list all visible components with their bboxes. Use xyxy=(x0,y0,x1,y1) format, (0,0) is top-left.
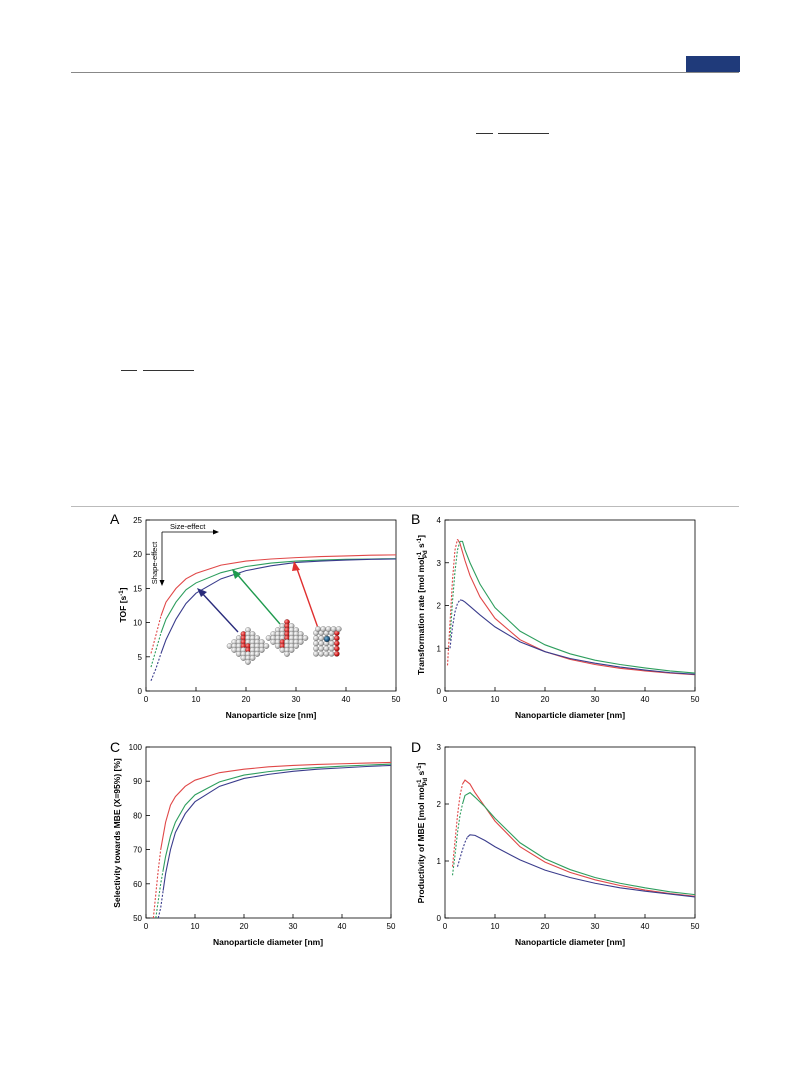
y-tick-label: 2 xyxy=(436,601,441,611)
y-tick-label: 1 xyxy=(436,857,441,866)
ticks xyxy=(437,516,700,704)
cluster-cube-ball xyxy=(334,651,339,656)
ticks xyxy=(437,743,700,931)
shape-effect-label: Shape-effect xyxy=(150,541,159,585)
cluster-octahedron-ball xyxy=(250,655,255,660)
cluster-cube-ball xyxy=(324,651,329,656)
x-tick-label: 20 xyxy=(540,695,550,704)
x-tick-label: 40 xyxy=(640,922,650,931)
y-tick-label: 15 xyxy=(133,584,142,594)
size-effect-label: Size-effect xyxy=(170,522,206,531)
y-axis-label: TOF $[s^{-1}]$ xyxy=(118,587,128,623)
cluster-cube-ball xyxy=(319,641,324,646)
panel-label-b: B xyxy=(411,511,421,527)
cluster-cuboctahedron-ball xyxy=(289,647,294,652)
y-tick-label: 5 xyxy=(137,652,142,662)
y-tick-label: 60 xyxy=(133,879,142,889)
x-tick-label: 0 xyxy=(143,922,149,931)
cluster-cube-ball xyxy=(319,646,324,651)
x-tick-label: 50 xyxy=(391,695,401,704)
panel-label-a: A xyxy=(110,511,120,527)
series-red-line xyxy=(161,762,391,849)
x-tick-label: 30 xyxy=(288,922,298,931)
series-red-dashed xyxy=(151,616,161,654)
cluster-cuboctahedron-ball xyxy=(298,639,303,644)
x-axis-label: Nanoparticle diameter [nm] xyxy=(514,710,626,720)
x-tick-label: 10 xyxy=(490,922,500,931)
plot-frame xyxy=(445,520,695,691)
y-tick-label: 100 xyxy=(128,743,142,752)
cluster-cube-ball xyxy=(329,646,334,651)
cluster-cube-ball xyxy=(329,651,334,656)
x-axis-label: Nanoparticle diameter [nm] xyxy=(212,937,324,947)
y-tick-label: 25 xyxy=(133,516,142,525)
series-red-dashed xyxy=(453,784,463,867)
x-tick-label: 40 xyxy=(337,922,347,931)
x-tick-label: 50 xyxy=(690,922,700,931)
series xyxy=(453,780,696,897)
y-tick-label: 70 xyxy=(133,845,142,855)
x-tick-label: 20 xyxy=(241,695,251,704)
y-tick-label: 20 xyxy=(133,550,142,560)
cluster-cube-ball xyxy=(313,636,318,641)
cluster-cube-ball xyxy=(315,626,320,631)
cluster-octahedron-ball xyxy=(255,651,260,656)
x-tick-label: 0 xyxy=(442,922,448,931)
series-red-dashed xyxy=(153,850,160,918)
y-axis-label: Selectivity towards MBE (X=95%) [%] xyxy=(112,758,122,908)
series xyxy=(448,539,696,675)
series xyxy=(151,555,396,681)
series-blue-dashed xyxy=(151,653,161,680)
cluster-cube-ball xyxy=(319,651,324,656)
cluster-octahedron-ball xyxy=(264,643,269,648)
cluster-cube-ball xyxy=(324,646,329,651)
x-tick-label: 10 xyxy=(490,695,500,704)
series-red-line xyxy=(458,539,696,675)
y-tick-label: 4 xyxy=(436,516,441,525)
series-red-line xyxy=(161,555,396,616)
cluster-cube-ball xyxy=(313,646,318,651)
y-tick-label: 0 xyxy=(137,687,142,696)
plot-frame xyxy=(146,747,391,918)
y-tick-label: 2 xyxy=(436,800,441,809)
series-green-line xyxy=(460,541,695,673)
cluster-cube-ball xyxy=(313,651,318,656)
x-axis-label: Nanoparticle size [nm] xyxy=(225,710,317,720)
cluster-cube-ball xyxy=(319,636,324,641)
y-tick-label: 3 xyxy=(436,558,441,568)
y-tick-label: 0 xyxy=(436,687,441,696)
x-tick-label: 20 xyxy=(540,922,550,931)
y-axis-label: Transformation rate [mol mol$^{-1}$Pd $s^{-1}$] xyxy=(416,535,429,675)
panel-c xyxy=(112,743,396,947)
cluster-cube-ball xyxy=(336,626,341,631)
cluster-cube-ball xyxy=(313,641,318,646)
size-effect-arrowhead xyxy=(213,530,219,535)
cluster-cube-blue-ball xyxy=(324,636,330,642)
cluster-cube-ball xyxy=(326,626,331,631)
cluster-cube-ball xyxy=(331,626,336,631)
cluster-octahedron-ball xyxy=(245,659,250,664)
x-tick-label: 30 xyxy=(590,695,600,704)
x-axis-label: Nanoparticle diameter [nm] xyxy=(514,937,626,947)
y-tick-label: 90 xyxy=(133,777,142,787)
x-tick-label: 10 xyxy=(190,922,200,931)
cluster-cuboctahedron-ball xyxy=(284,651,289,656)
cluster-cuboctahedron-ball xyxy=(294,643,299,648)
shape-effect-arrowhead xyxy=(160,580,165,586)
cluster-cube-ball xyxy=(321,626,326,631)
x-tick-label: 40 xyxy=(640,695,650,704)
pointer-arrow-red xyxy=(296,566,318,628)
pointer-arrow-blue xyxy=(201,592,238,632)
y-tick-label: 1 xyxy=(436,644,441,654)
series-blue-line xyxy=(460,600,695,674)
y-tick-label: 80 xyxy=(133,811,142,821)
cluster-cube-ball xyxy=(329,641,334,646)
cluster-octahedron-ball xyxy=(259,647,264,652)
x-tick-label: 30 xyxy=(291,695,301,704)
panel-label-c: C xyxy=(110,739,121,755)
x-tick-label: 30 xyxy=(590,922,600,931)
panel-a xyxy=(118,516,401,720)
x-tick-label: 50 xyxy=(386,922,396,931)
cluster-cuboctahedron-ball xyxy=(303,635,308,640)
y-tick-label: 50 xyxy=(133,914,142,923)
ticks xyxy=(129,743,396,931)
cluster-cube-ball xyxy=(334,646,339,651)
x-tick-label: 0 xyxy=(442,695,448,704)
y-axis-label: Productivity of MBE [mol mol$^{-1}$Pd $s^{-1}$] xyxy=(416,762,429,904)
x-tick-label: 0 xyxy=(143,695,149,704)
cluster-cube-ball xyxy=(334,641,339,646)
x-tick-label: 40 xyxy=(341,695,351,704)
cluster-cube-ball xyxy=(334,636,339,641)
series-green-dashed xyxy=(151,633,161,667)
panel-b xyxy=(416,516,700,720)
y-tick-label: 3 xyxy=(436,743,441,752)
panel-label-d: D xyxy=(411,739,422,755)
y-tick-label: 10 xyxy=(133,618,142,628)
panel-d xyxy=(416,743,700,947)
series-blue-line xyxy=(468,835,696,897)
pointer-arrow-green xyxy=(236,573,280,624)
series xyxy=(153,762,391,918)
plot-frame xyxy=(146,520,396,691)
series-blue-dashed xyxy=(458,837,468,867)
x-tick-label: 50 xyxy=(690,695,700,704)
series-blue-line xyxy=(163,765,391,890)
series-red-line xyxy=(463,780,696,896)
x-tick-label: 10 xyxy=(191,695,201,704)
x-tick-label: 20 xyxy=(239,922,249,931)
y-tick-label: 0 xyxy=(436,914,441,923)
